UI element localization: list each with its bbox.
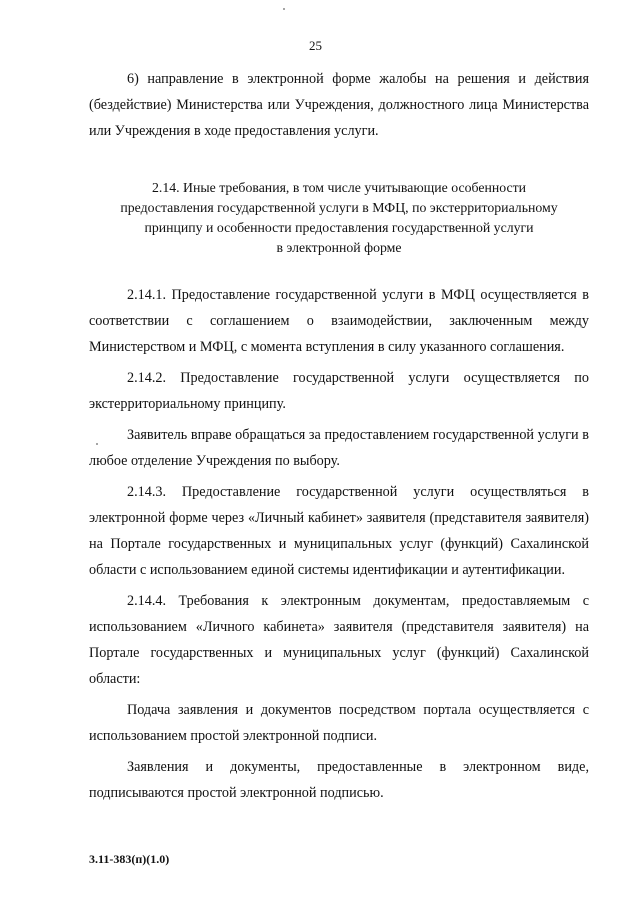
section-heading-line: принципу и особенности предоставления государственной услуги	[144, 220, 534, 235]
list-item-6: 6) направление в электронной форме жалобы на решения и действия (бездействие) Министерства или Учреждения, должностного лица Министерства или Учреждения в ходе предоставления услуги.	[89, 71, 589, 139]
section-heading-line: предоставления государственной услуги в МФЦ, по экстерриториальному	[120, 200, 558, 215]
paragraph-2-14-2: 2.14.2. Предоставление государственной услуги осуществляется по экстерриториальному принципу.	[89, 370, 589, 412]
scan-speck	[283, 8, 285, 10]
paragraph-submission: Подача заявления и документов посредством портала осуществляется с использованием простой электронной подписи.	[89, 702, 589, 744]
paragraph-applicant: Заявитель вправе обращаться за предоставлением государственной услуги в любое отделение Учреждения по выбору.	[89, 427, 589, 469]
scan-speck	[96, 443, 98, 445]
page-number: 25	[309, 38, 322, 53]
section-heading	[89, 178, 589, 258]
document-body	[89, 66, 589, 806]
section-heading-line: в электронной форме	[276, 240, 402, 255]
paragraph-2-14-4: 2.14.4. Требования к электронным документам, предоставляемым с использованием «Личного кабинета» заявителя (представителя заявителя) на Портале государственных и муниципальных услуг (функций) Сахалинской области:	[89, 593, 589, 687]
section-heading-line: 2.14. Иные требования, в том числе учитывающие особенности	[151, 180, 526, 195]
document-code: 3.11-383(п)(1.0)	[89, 852, 170, 866]
paragraph-2-14-1: 2.14.1. Предоставление государственной услуги в МФЦ осуществляется в соответствии с соглашением о взаимодействии, заключенным между Министерством и МФЦ, с момента вступления в силу указанного соглашения.	[89, 287, 589, 355]
paragraph-signed: Заявления и документы, предоставленные в электронном виде, подписываются простой электронной подписью.	[89, 759, 589, 801]
paragraph-2-14-3: 2.14.3. Предоставление государственной услуги осуществляться в электронной форме через «Личный кабинет» заявителя (представителя заявителя) на Портале государственных и муниципальных услуг (функций) Сахалинской области с использованием единой системы идентификации и аутентификации.	[89, 484, 589, 578]
